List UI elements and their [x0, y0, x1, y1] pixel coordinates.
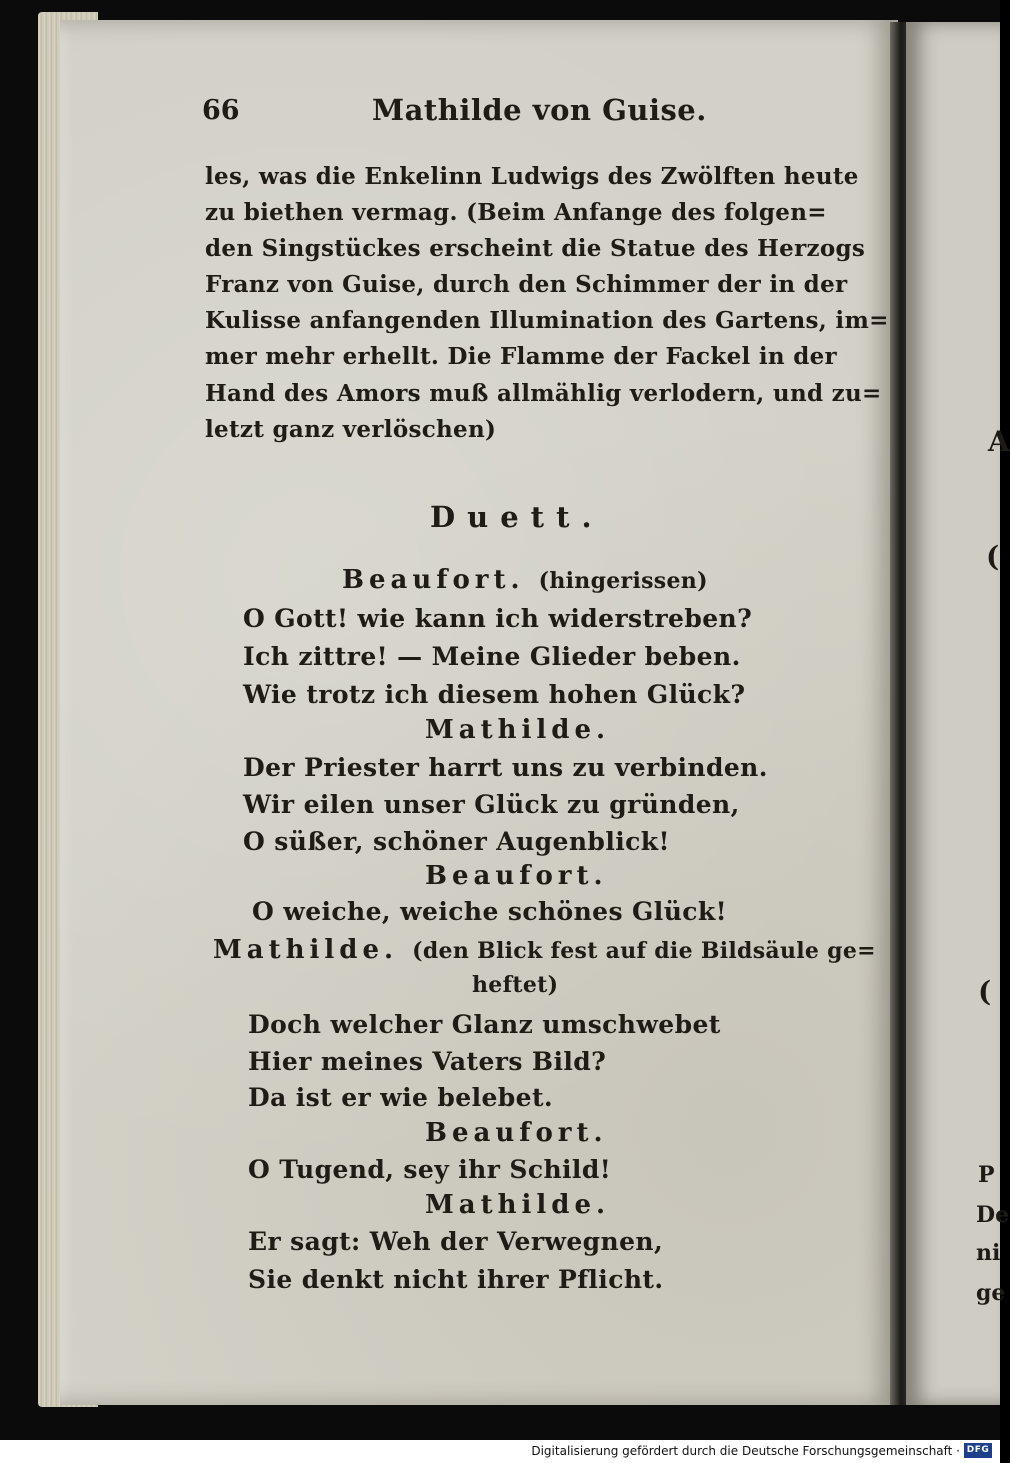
prose-line: letzt ganz verlöschen)	[205, 416, 497, 443]
verse-line: Sie denkt nicht ihrer Pflicht.	[248, 1265, 664, 1294]
speaker-beaufort	[342, 565, 708, 595]
facing-fragment: ni	[976, 1240, 1001, 1266]
prose-line: mer mehr erhellt. Die Flamme der Fackel in der	[205, 343, 837, 370]
speaker-name: Mathilde.	[213, 935, 399, 965]
verse-line: Hier meines Vaters Bild?	[248, 1047, 607, 1076]
speaker-name: Beaufort.	[342, 565, 525, 595]
speaker-beaufort: Beaufort.	[425, 1118, 608, 1148]
facing-fragment: A	[988, 425, 1010, 458]
speaker-beaufort: Beaufort.	[425, 861, 608, 891]
verse-line: Da ist er wie belebet.	[248, 1083, 554, 1112]
verse-line: Doch welcher Glanz umschwebet	[248, 1010, 721, 1039]
footer-credit: Digitalisierung gefördert durch die Deutsche Forschungsgemeinschaft ·	[531, 1444, 960, 1458]
dfg-logo-icon: DFG	[964, 1443, 992, 1458]
speaker-mathilde: Mathilde.	[425, 1190, 611, 1220]
speaker-mathilde: Mathilde.	[425, 715, 611, 745]
prose-line: den Singstückes erscheint die Statue des Herzogs	[205, 235, 866, 262]
facing-fragment: ge	[976, 1280, 1006, 1306]
stage-direction: (den Blick fest auf die Bildsäule ge=	[412, 938, 876, 964]
verse-line: O süßer, schöner Augenblick!	[243, 827, 670, 856]
facing-fragment: (	[978, 975, 992, 1008]
page-number: 66	[202, 95, 240, 126]
prose-line: Kulisse anfangenden Illumination des Gartens, im=	[205, 307, 889, 334]
section-title: Duett.	[430, 500, 604, 534]
facing-fragment: P	[978, 1162, 995, 1188]
verse-line: O Gott! wie kann ich widerstreben?	[243, 604, 753, 633]
verse-line: Wie trotz ich diesem hohen Glück?	[243, 680, 746, 709]
speaker-mathilde	[213, 935, 876, 965]
facing-page	[906, 22, 1000, 1405]
facing-fragment: De	[976, 1202, 1010, 1228]
verse-line: Der Priester harrt uns zu verbinden.	[243, 753, 768, 782]
running-head: Mathilde von Guise.	[372, 93, 707, 127]
stage-direction-cont: heftet)	[472, 972, 559, 998]
verse-line: Ich zittre! — Meine Glieder beben.	[243, 642, 741, 671]
facing-fragment: (	[986, 540, 1000, 573]
verse-line: O weiche, weiche schönes Glück!	[252, 897, 727, 926]
verse-line: Wir eilen unser Glück zu gründen,	[243, 790, 740, 819]
prose-line: Franz von Guise, durch den Schimmer der in der	[205, 271, 848, 298]
verse-line: Er sagt: Weh der Verwegnen,	[248, 1227, 664, 1256]
prose-line: les, was die Enkelinn Ludwigs des Zwölften heute	[205, 163, 859, 190]
prose-line: zu biethen vermag. (Beim Anfange des folgen=	[205, 199, 827, 226]
verse-line: O Tugend, sey ihr Schild!	[248, 1155, 612, 1184]
stage-direction: (hingerissen)	[538, 568, 708, 594]
prose-line: Hand des Amors muß allmählig verlodern, und zu=	[205, 380, 882, 407]
